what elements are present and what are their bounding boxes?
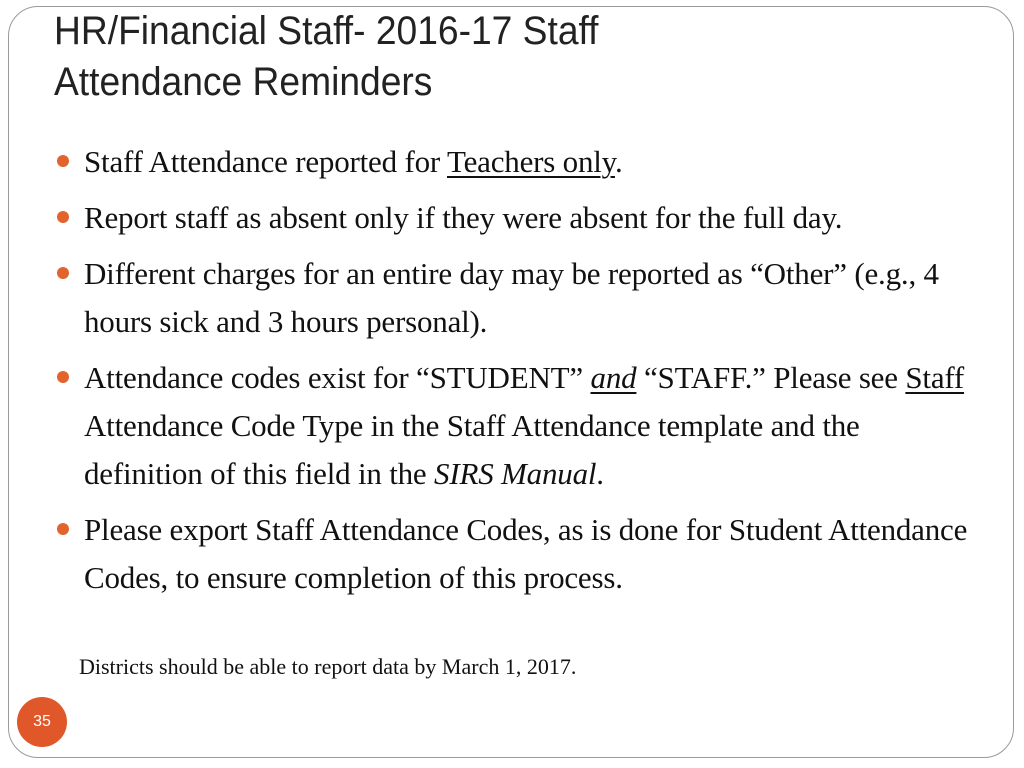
manual-title: SIRS Manual xyxy=(434,456,597,491)
underlined-text: Staff xyxy=(905,360,965,395)
page-number-badge: 35 xyxy=(17,697,67,747)
bullet-item xyxy=(56,506,976,602)
bullet-text: Staff Attendance reported for xyxy=(84,144,448,179)
bullet-text: Report staff as absent only if they were absent for the full day. xyxy=(84,200,843,235)
bullet-text: Attendance codes exist for “STUDENT” xyxy=(84,360,591,395)
bullet-dot-icon xyxy=(57,267,69,279)
emphasized-text: and xyxy=(590,360,637,395)
bullet-text: . xyxy=(596,456,604,491)
bullet-item xyxy=(56,194,976,242)
title-line-1: HR/Financial Staff- 2016-17 Staff xyxy=(54,9,599,53)
title-line-2: Attendance Reminders xyxy=(54,60,433,104)
bullet-dot-icon xyxy=(57,155,69,167)
bullet-item xyxy=(56,250,976,346)
bullet-text: Attendance Code Type in the Staff Attendance template and the definition of this field in the xyxy=(84,408,860,491)
bullet-text: Please export Staff Attendance Codes, as is done for Student Attendance Codes, to ensure completion of this process. xyxy=(84,512,968,595)
bullet-item xyxy=(56,138,976,186)
bullet-item xyxy=(56,354,976,498)
footer-note: Districts should be able to report data by March 1, 2017. xyxy=(79,654,577,679)
bullet-dot-icon xyxy=(57,523,69,535)
bullet-text: “STAFF.” Please see xyxy=(636,360,906,395)
bullet-list xyxy=(56,138,976,610)
bullet-text: . xyxy=(614,144,623,179)
slide-title xyxy=(54,6,891,108)
bullet-dot-icon xyxy=(57,371,69,383)
underlined-text: Teachers only xyxy=(447,144,615,179)
bullet-dot-icon xyxy=(57,211,69,223)
bullet-text: Different charges for an entire day may be reported as “Other” (e.g., 4 hours sick and 3 hours personal). xyxy=(84,256,939,339)
